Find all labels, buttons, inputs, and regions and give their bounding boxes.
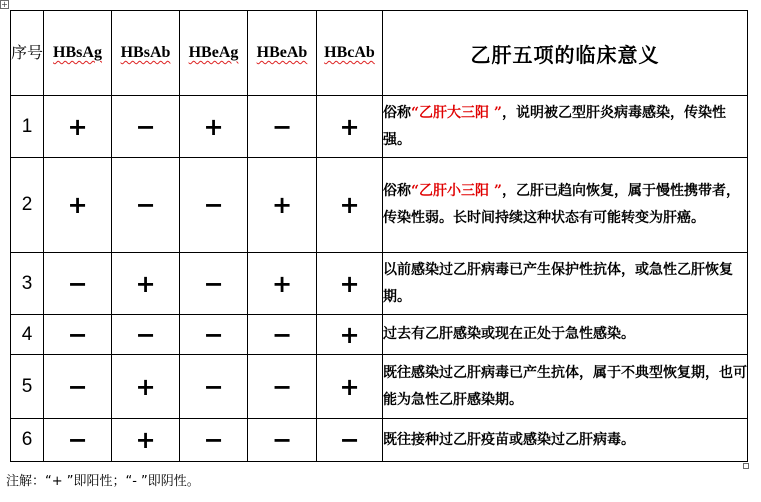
table-header-row — [11, 11, 748, 96]
description-text: ，乙肝已趋向恢复，属于慢性携带者，传染性弱。长时间持续这种状态有可能转变为肝癌。 — [383, 183, 740, 226]
negative-sign: − — [180, 253, 248, 315]
negative-sign: − — [44, 419, 112, 462]
table-row — [11, 253, 748, 315]
negative-sign: − — [180, 355, 248, 419]
table-title: 乙肝五项的临床意义 — [383, 11, 748, 96]
row-number: 4 — [11, 315, 44, 355]
index-header — [11, 11, 44, 96]
clinical-meaning — [383, 355, 748, 419]
clinical-meaning — [383, 315, 748, 355]
table-move-handle[interactable]: + — [1, 0, 8, 9]
marker-label: HBeAg — [188, 44, 239, 61]
marker-header-hbsab — [112, 11, 180, 96]
positive-sign: + — [180, 96, 248, 158]
description-text: 俗称 — [383, 104, 411, 121]
negative-sign: − — [112, 315, 180, 355]
positive-sign: + — [112, 419, 180, 462]
nickname-highlight: “乙肝小三阳 ” — [411, 183, 502, 199]
table-row — [11, 355, 748, 419]
marker-label: HBcAb — [324, 44, 375, 61]
positive-sign: + — [248, 158, 317, 253]
description-text: 以前感染过乙肝病毒已产生保护性抗体，或急性乙肝恢复期。 — [383, 261, 733, 305]
marker-header-hbeab — [248, 11, 317, 96]
table-body — [11, 96, 748, 462]
table-row — [11, 419, 748, 462]
marker-header-hbcab — [317, 11, 383, 96]
negative-sign: − — [112, 158, 180, 253]
negative-sign: − — [248, 355, 317, 419]
positive-sign: + — [112, 253, 180, 315]
clinical-meaning — [383, 253, 748, 315]
negative-sign: − — [180, 315, 248, 355]
footnote: 注解：“+ ”即阳性；“- ”即阴性。 — [6, 474, 200, 489]
table-row — [11, 158, 748, 253]
negative-sign: − — [112, 96, 180, 158]
negative-sign: − — [44, 253, 112, 315]
description-text: ，说明被乙型肝炎病毒感染，传染性强。 — [383, 104, 726, 148]
marker-label: HBsAb — [120, 44, 171, 61]
clinical-meaning — [383, 96, 748, 158]
description-text: 既往感染过乙肝病毒已产生抗体，属于不典型恢复期，也可能为急性乙肝感染期。 — [383, 364, 747, 408]
positive-sign: + — [317, 158, 383, 253]
positive-sign: + — [317, 315, 383, 355]
row-number: 2 — [11, 158, 44, 253]
description-text: 既往接种过乙肝疫苗或感染过乙肝病毒。 — [383, 431, 635, 448]
positive-sign: + — [44, 96, 112, 158]
negative-sign: − — [248, 419, 317, 462]
negative-sign: − — [248, 96, 317, 158]
positive-sign: + — [44, 158, 112, 253]
marker-label: HBsAg — [53, 44, 102, 61]
negative-sign: − — [44, 355, 112, 419]
clinical-meaning — [383, 419, 748, 462]
positive-sign: + — [248, 253, 317, 315]
table-resize-handle[interactable] — [743, 463, 749, 469]
negative-sign: − — [180, 158, 248, 253]
description-text: 过去有乙肝感染或现在正处于急性感染。 — [383, 326, 635, 342]
nickname-highlight: “乙肝大三阳 ” — [411, 104, 502, 121]
description-text: 俗称 — [383, 183, 411, 199]
marker-label: HBeAb — [256, 44, 308, 61]
index-header-label: 序号 — [11, 43, 44, 62]
row-number: 3 — [11, 253, 44, 315]
negative-sign: − — [317, 419, 383, 462]
negative-sign: − — [180, 419, 248, 462]
positive-sign: + — [112, 355, 180, 419]
negative-sign: − — [44, 315, 112, 355]
positive-sign: + — [317, 253, 383, 315]
hepatitis-b-table — [10, 10, 748, 462]
marker-header-hbsag — [44, 11, 112, 96]
table-row — [11, 315, 748, 355]
table-row — [11, 96, 748, 158]
negative-sign: − — [248, 315, 317, 355]
marker-header-hbeag — [180, 11, 248, 96]
row-number: 6 — [11, 419, 44, 462]
positive-sign: + — [317, 355, 383, 419]
positive-sign: + — [317, 96, 383, 158]
row-number: 5 — [11, 355, 44, 419]
row-number: 1 — [11, 96, 44, 158]
clinical-meaning — [383, 158, 748, 253]
